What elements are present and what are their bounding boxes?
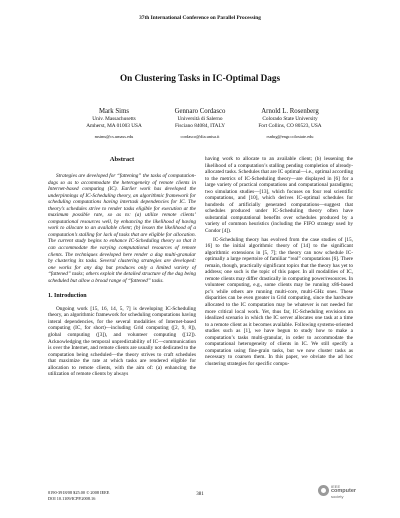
section-heading: 1. Introduction bbox=[48, 293, 87, 300]
right-column bbox=[205, 156, 353, 368]
body-paragraph: having work to allocate to an available client; (b) lessening the likelihood of a computation’s stalling pending completion of already-allocated tasks. Schedules that are IC optimal—i.e., optimal according to the metrics of IC-Scheduling theory—are displayed in [6] for a large variety of practical computations and computational paradigms; two simulation studies—[13], which focuses on four real scientific computations, and [10], which derives IC-optimal schedules for hundreds of artificially generated computations—suggest that schedules produced under IC-Scheduling theory often have substantial computational benefits over schedules produced by a variety of common heuristics (including the FIFO strategy used by Condor [4]). bbox=[205, 156, 353, 235]
ieee-computer-society-logo bbox=[318, 484, 358, 500]
logo-ring-icon bbox=[318, 485, 329, 496]
author-name: Arnold L. Rosenberg bbox=[261, 108, 319, 115]
body-paragraph: IC-Scheduling theory has evolved from the case studies of [15, 16] to the initial algorithmic theory of [14] to the significant algorithmic extensions in [5, 7]; the theory can now schedule IC-optimally a large repertoire of familiar “real” computations [6]. There remain, though, practically significant topics that the theory has yet to address; one such is the topic of this paper. In all modalities of IC, remote clients may differ drastically in computing power/resources. In volunteer computing, e.g., some clients may be running x86-based pc’s while others are running multi-core, multi-GHz ones. These disparities can be even greater in Grid computing, since the hardware allocated to the IC computation may be whatever is not needed for more critical local work. Yet, thus far, IC-Scheduling envisions an idealized scenario in which the IC server allocates one task at a time to a remote client as it becomes available. Following systems-oriented studies such as [1], we have begun to study how to make a computation’s tasks multi-granular, in order to accommodate the computational heterogeneity of clients in IC. We still specify a computation using fine-grain tasks, but we now cluster tasks as necessary to coarsen them. In this paper, we obviate the ad hoc clustering strategies for specific compu- bbox=[205, 236, 353, 367]
conference-header: 37th International Conference on Parallel Processing bbox=[139, 15, 261, 21]
abstract-heading: Abstract bbox=[109, 156, 135, 163]
author-name: Gennaro Cordasco bbox=[174, 108, 226, 115]
author-affiliation: Colorado State University bbox=[262, 116, 318, 122]
paper-title: On Clustering Tasks in IC-Optimal Dags bbox=[119, 73, 281, 83]
author-affiliation: Univ. Massachusetts bbox=[92, 116, 136, 122]
body-paragraph: Ongoing work [15, 16, 14, 5, 7] is developing IC-Scheduling theory, an algorithmic framework for scheduling computations having interal dependencies, for the several modalities of Internet-based computing (IC, for short)—including Grid computing ([2, 9, 8]), global computing ([3]), and volunteer computing ([12]). Acknowledging the temporal unpredictability of IC—communication is over the Internet, and remote clients are usually not dedicated to the computation being scheduled—the theory strives to craft schedules that maximize the rate at which tasks are rendered eligible for allocation to remote clients, with the aim of: (a) enhancing the utilization of remote clients by always bbox=[48, 305, 196, 378]
left-column bbox=[48, 156, 196, 378]
copyright-line: 0190-3918/08 $25.00 © 2008 IEEE bbox=[48, 490, 110, 495]
logo-text: society bbox=[331, 494, 344, 499]
author-affiliation: Università di Salerno bbox=[177, 116, 223, 122]
abstract-text: Strategies are developed for “fattening” the tasks of computation-dags so as to accommodate the heterogeneity of remote clients in Internet-based computing (IC). Earlier work has developed the underpinnings of IC-Scheduling theory, an algorithmic framework for scheduling computations having intertask dependencies for IC. The theory’s schedules strive to render tasks eligible for execution at the maximum possible rate, so as to: (a) utilize remote clients’ computational resources well, by enhancing the likelihood of having work to allocate to an available client; (b) lessen the likelihood of a computation’s stalling for lack of tasks that are eligible for allocation. The current study begins to enhance IC-Scheduling theory so that it can accommodate the varying computational resources of remote clients. The techniques developed here render a dag multi-granular by clustering its tasks. Several clustering strategies are developed: one works for any dag but produces only a limited variety of “fattened” tasks; others exploit the detailed structure of the dag being scheduled but allow a broad range of “fattened” tasks. bbox=[48, 173, 196, 284]
page-number: 381 bbox=[196, 492, 204, 497]
doi-line: DOI 10.1109/ICPP.2008.16 bbox=[48, 496, 96, 501]
author-name: Mark Sims bbox=[98, 108, 130, 115]
author-block bbox=[235, 107, 345, 140]
logo-text: computer bbox=[331, 488, 357, 494]
author-address: Fort Collins, CO 80523, USA bbox=[258, 123, 322, 130]
author-email: rsnbrg@engr.colostate.edu bbox=[266, 133, 314, 139]
author-address: Amherst, MA 01003 USA bbox=[86, 123, 142, 130]
author-address: Fisciano 84084, ITALY bbox=[174, 123, 226, 130]
author-email: cordasco@dia.unisa.it bbox=[180, 133, 220, 139]
author-email: msims@cs.umass.edu bbox=[94, 133, 134, 139]
logo-text: IEEE bbox=[331, 484, 341, 489]
